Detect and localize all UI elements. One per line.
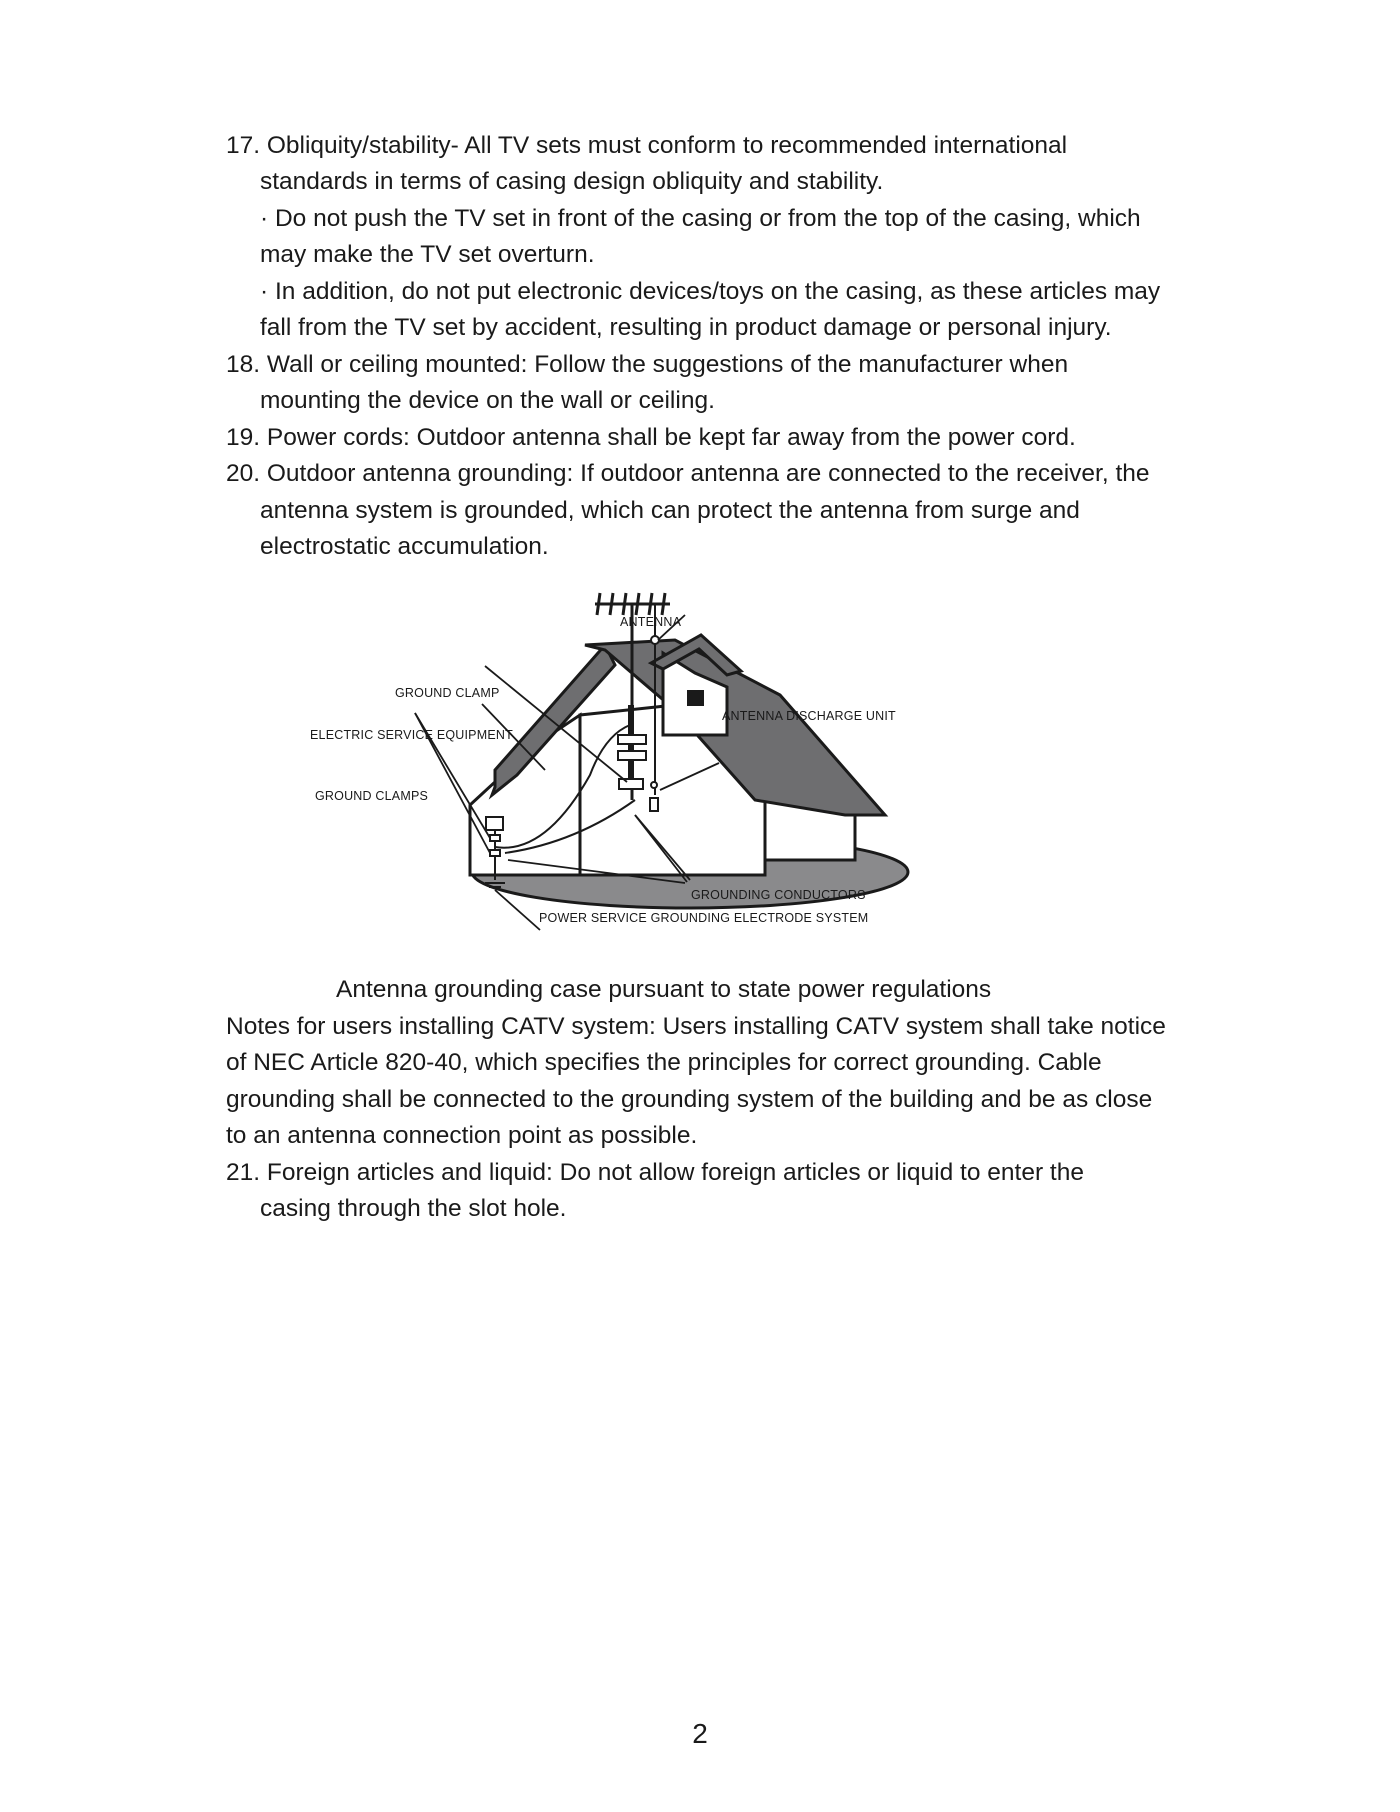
catv-notes-line-2: of NEC Article 820-40, which specifies the principles for correct grounding. Cable	[226, 1049, 1102, 1076]
item-17-bullet-1: · Do not push the TV set in front of the casing or from the top of the casing, which	[260, 205, 1141, 232]
label-antenna-discharge-unit: ANTENNA DISCHARGE UNIT	[722, 709, 896, 723]
label-ground-clamps: GROUND CLAMPS	[315, 789, 429, 803]
antenna-grounding-diagram	[310, 585, 1045, 975]
mast-bracket-1	[618, 735, 646, 744]
item-21-text: casing through the slot hole.	[260, 1195, 567, 1222]
item-20-title: 20. Outdoor antenna grounding: If outdoor antenna are connected to the receiver, the	[226, 460, 1150, 487]
item-18-title: 18. Wall or ceiling mounted: Follow the suggestions of the manufacturer when	[226, 351, 1069, 378]
ground-clamp-mast	[619, 779, 643, 789]
item-20-text: antenna system is grounded, which can protect the antenna from surge and	[260, 497, 1080, 524]
page-number: 2	[692, 1718, 708, 1749]
mast-bracket-2	[618, 751, 646, 760]
catv-notes-line-1: Notes for users installing CATV system: Users installing CATV system shall take notice	[226, 1013, 1166, 1040]
item-17-title: 17. Obliquity/stability- All TV sets must conform to recommended international	[226, 132, 1068, 159]
catv-notes-line-3: grounding shall be connected to the grounding system of the building and be as close	[226, 1086, 1153, 1113]
item-17-bullet-2-cont: fall from the TV set by accident, resulting in product damage or personal injury.	[260, 314, 1112, 341]
diagram-caption: Antenna grounding case pursuant to state power regulations	[336, 976, 992, 1003]
catv-notes-line-4: to an antenna connection point as possible.	[226, 1122, 698, 1149]
item-21-title: 21. Foreign articles and liquid: Do not allow foreign articles or liquid to enter the	[226, 1159, 1084, 1186]
item-18-text: mounting the device on the wall or ceiling.	[260, 387, 715, 414]
label-ground-clamp: GROUND CLAMP	[395, 686, 500, 700]
label-grounding-conductors: GROUNDING CONDUCTORS	[691, 888, 866, 902]
item-17-text: standards in terms of casing design obliquity and stability.	[260, 168, 884, 195]
label-power-service-grounding: POWER SERVICE GROUNDING ELECTRODE SYSTEM	[539, 911, 869, 925]
ground-clamp-1	[490, 835, 500, 841]
label-antenna: ANTENNA	[620, 615, 682, 629]
item-17-bullet-2: · In addition, do not put electronic devices/toys on the casing, as these articles may	[260, 278, 1161, 305]
antenna-connector	[651, 636, 659, 644]
label-electric-service-equipment: ELECTRIC SERVICE EQUIPMENT	[310, 728, 513, 742]
ground-clamp-2	[490, 850, 500, 856]
discharge-unit	[650, 798, 658, 811]
item-20-text-cont: electrostatic accumulation.	[260, 533, 549, 560]
electric-service-box	[486, 817, 503, 830]
dormer-window	[687, 690, 704, 706]
item-19-title: 19. Power cords: Outdoor antenna shall be kept far away from the power cord.	[226, 424, 1076, 451]
discharge-connector	[651, 782, 657, 788]
item-17-bullet-1-cont: may make the TV set overturn.	[260, 241, 595, 268]
